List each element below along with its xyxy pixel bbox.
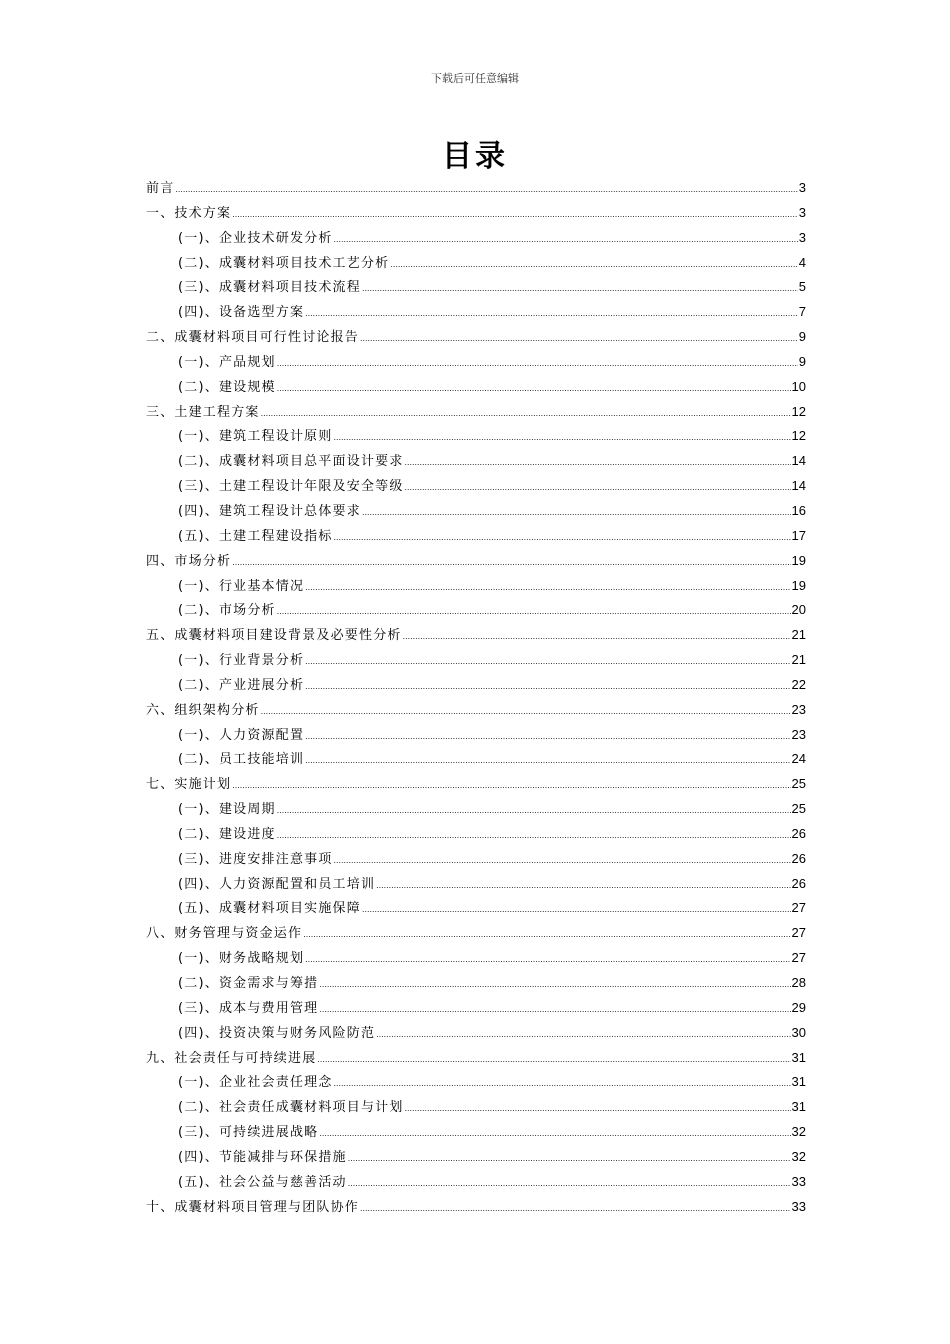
toc-dot-leader xyxy=(405,450,791,475)
toc-entry-title: (三)、成囊材料项目技术流程 xyxy=(178,280,361,296)
toc-entry-title: (一)、行业基本情况 xyxy=(178,578,305,594)
toc-entry[interactable] xyxy=(146,847,806,872)
toc-entry[interactable] xyxy=(146,1120,806,1145)
toc-dot-leader xyxy=(348,1146,791,1171)
toc-entry[interactable] xyxy=(146,1195,806,1220)
toc-entry[interactable] xyxy=(146,598,806,623)
toc-entry[interactable] xyxy=(146,449,806,474)
toc-entry-title: (四)、节能减排与环保措施 xyxy=(178,1149,347,1165)
toc-entry-page-number: 9 xyxy=(798,329,806,345)
toc-entry-title: (五)、成囊材料项目实施保障 xyxy=(178,901,361,917)
toc-dot-leader xyxy=(232,773,790,798)
toc-entry[interactable] xyxy=(146,772,806,797)
toc-entry-title: (四)、设备选型方案 xyxy=(178,305,305,321)
toc-dot-leader xyxy=(277,351,798,376)
toc-entry[interactable] xyxy=(146,251,806,276)
toc-entry-page-number: 21 xyxy=(791,652,806,668)
toc-entry[interactable] xyxy=(146,325,806,350)
toc-entry-title: (三)、进度安排注意事项 xyxy=(178,851,333,867)
toc-entry[interactable] xyxy=(146,499,806,524)
toc-entry[interactable] xyxy=(146,896,806,921)
toc-entry-page-number: 23 xyxy=(791,701,806,717)
toc-dot-leader xyxy=(360,326,798,351)
toc-entry-title: (一)、企业社会责任理念 xyxy=(178,1075,333,1091)
toc-dot-leader xyxy=(376,1022,790,1047)
toc-entry-title: (二)、建设规模 xyxy=(178,379,276,395)
toc-dot-leader xyxy=(303,922,790,947)
toc-entry-title: (五)、社会公益与慈善活动 xyxy=(178,1174,347,1190)
toc-entry-page-number: 27 xyxy=(791,925,806,941)
toc-dot-leader xyxy=(305,947,790,972)
toc-entry[interactable] xyxy=(146,549,806,574)
toc-dot-leader xyxy=(305,724,790,749)
toc-entry-title: 三、土建工程方案 xyxy=(146,404,260,420)
toc-entry[interactable] xyxy=(146,400,806,425)
toc-entry[interactable] xyxy=(146,1021,806,1046)
toc-dot-leader xyxy=(175,177,797,202)
toc-dot-leader xyxy=(348,1171,791,1196)
toc-entry-title: (二)、建设进度 xyxy=(178,826,276,842)
toc-dot-leader xyxy=(277,376,791,401)
toc-entry[interactable] xyxy=(146,673,806,698)
toc-entry-page-number: 7 xyxy=(798,304,806,320)
toc-dot-leader xyxy=(360,1196,791,1221)
toc-entry[interactable] xyxy=(146,747,806,772)
toc-dot-leader xyxy=(390,252,797,277)
toc-entry-page-number: 33 xyxy=(791,1173,806,1189)
toc-dot-leader xyxy=(305,748,790,773)
toc-entry[interactable] xyxy=(146,350,806,375)
toc-entry-page-number: 12 xyxy=(791,428,806,444)
toc-entry-page-number: 9 xyxy=(798,353,806,369)
toc-entry-page-number: 27 xyxy=(791,950,806,966)
toc-entry-title: 五、成囊材料项目建设背景及必要性分析 xyxy=(146,628,402,644)
toc-entry[interactable] xyxy=(146,424,806,449)
toc-entry-title: 六、组织架构分析 xyxy=(146,702,260,718)
toc-entry-page-number: 19 xyxy=(791,552,806,568)
toc-entry-page-number: 30 xyxy=(791,1024,806,1040)
toc-entry-page-number: 12 xyxy=(791,403,806,419)
toc-dot-leader xyxy=(232,550,790,575)
toc-dot-leader xyxy=(261,401,791,426)
toc-entry-page-number: 33 xyxy=(791,1198,806,1214)
toc-dot-leader xyxy=(334,425,791,450)
toc-entry[interactable] xyxy=(146,226,806,251)
toc-entry[interactable] xyxy=(146,971,806,996)
toc-entry-page-number: 14 xyxy=(791,453,806,469)
toc-dot-leader xyxy=(362,500,791,525)
toc-dot-leader xyxy=(277,823,791,848)
toc-entry-title: (二)、产业进展分析 xyxy=(178,677,305,693)
toc-entry-title: (五)、土建工程建设指标 xyxy=(178,528,333,544)
toc-entry[interactable] xyxy=(146,474,806,499)
toc-entry[interactable] xyxy=(146,946,806,971)
toc-dot-leader xyxy=(376,873,790,898)
toc-entry-page-number: 20 xyxy=(791,602,806,618)
toc-dot-leader xyxy=(403,624,791,649)
toc-dot-leader xyxy=(334,525,791,550)
toc-dot-leader xyxy=(362,276,798,301)
toc-entry-title: 前言 xyxy=(146,181,175,196)
toc-dot-leader xyxy=(334,1071,791,1096)
table-of-contents xyxy=(146,176,806,1219)
toc-entry-page-number: 32 xyxy=(791,1148,806,1164)
toc-entry[interactable] xyxy=(146,822,806,847)
toc-entry-page-number: 31 xyxy=(791,1074,806,1090)
toc-dot-leader xyxy=(261,699,791,724)
toc-entry-page-number: 3 xyxy=(798,204,806,220)
toc-entry-title: (四)、人力资源配置和员工培训 xyxy=(178,876,376,892)
toc-dot-leader xyxy=(319,997,790,1022)
toc-entry[interactable] xyxy=(146,300,806,325)
toc-dot-leader xyxy=(334,848,791,873)
toc-dot-leader xyxy=(232,202,798,227)
toc-entry-title: (一)、建筑工程设计原则 xyxy=(178,429,333,445)
toc-entry[interactable] xyxy=(146,1170,806,1195)
toc-entry-page-number: 14 xyxy=(791,478,806,494)
toc-entry-page-number: 17 xyxy=(791,527,806,543)
toc-entry-page-number: 31 xyxy=(791,1099,806,1115)
toc-entry-title: (二)、社会责任成囊材料项目与计划 xyxy=(178,1100,404,1116)
toc-entry[interactable] xyxy=(146,723,806,748)
toc-entry[interactable] xyxy=(146,375,806,400)
toc-entry-page-number: 28 xyxy=(791,975,806,990)
toc-entry-title: (三)、成本与费用管理 xyxy=(178,1000,319,1016)
toc-entry-page-number: 5 xyxy=(798,279,806,295)
toc-entry-page-number: 26 xyxy=(791,825,806,841)
toc-entry-title: (一)、人力资源配置 xyxy=(178,727,305,743)
toc-entry-page-number: 3 xyxy=(798,229,806,245)
toc-dot-leader xyxy=(334,227,798,252)
toc-entry-title: (四)、投资决策与财务风险防范 xyxy=(178,1025,376,1041)
toc-entry[interactable] xyxy=(146,1046,806,1071)
toc-dot-leader xyxy=(319,972,790,997)
toc-entry[interactable] xyxy=(146,921,806,946)
toc-entry-title: (一)、财务战略规划 xyxy=(178,951,305,967)
toc-entry[interactable] xyxy=(146,1095,806,1120)
toc-entry-page-number: 16 xyxy=(791,502,806,518)
toc-entry-title: 七、实施计划 xyxy=(146,777,232,793)
toc-entry-title: 十、成囊材料项目管理与团队协作 xyxy=(146,1199,360,1215)
toc-entry-title: (一)、企业技术研发分析 xyxy=(178,230,333,246)
page-title: 目录 xyxy=(442,139,508,174)
toc-dot-leader xyxy=(405,475,791,500)
toc-entry-page-number: 26 xyxy=(791,875,806,891)
toc-entry[interactable] xyxy=(146,797,806,822)
toc-entry-page-number: 31 xyxy=(791,1049,806,1065)
header-note: 下载后可任意编辑 xyxy=(431,72,519,85)
toc-entry[interactable] xyxy=(146,176,806,201)
toc-dot-leader xyxy=(319,1121,790,1146)
toc-entry-title: (四)、建筑工程设计总体要求 xyxy=(178,503,361,519)
toc-entry-title: 八、财务管理与资金运作 xyxy=(146,926,303,942)
toc-entry-title: (二)、市场分析 xyxy=(178,603,276,619)
toc-entry[interactable] xyxy=(146,698,806,723)
toc-entry[interactable] xyxy=(146,1070,806,1095)
toc-entry-title: 二、成囊材料项目可行性讨论报告 xyxy=(146,330,360,346)
toc-dot-leader xyxy=(305,575,790,600)
toc-entry-page-number: 25 xyxy=(791,776,806,792)
toc-dot-leader xyxy=(305,301,798,326)
toc-entry-title: 九、社会责任与可持续进展 xyxy=(146,1050,317,1066)
toc-entry-page-number: 22 xyxy=(791,676,806,692)
toc-entry-page-number: 19 xyxy=(791,577,806,593)
toc-entry-page-number: 4 xyxy=(798,254,806,270)
toc-dot-leader xyxy=(305,649,790,674)
toc-entry-title: (一)、行业背景分析 xyxy=(178,653,305,669)
toc-entry[interactable] xyxy=(146,1145,806,1170)
toc-entry-page-number: 25 xyxy=(791,801,806,817)
toc-entry-title: (三)、可持续进展战略 xyxy=(178,1125,319,1141)
toc-entry[interactable] xyxy=(146,201,806,226)
toc-entry-page-number: 3 xyxy=(798,180,806,195)
toc-entry-page-number: 23 xyxy=(791,726,806,742)
toc-dot-leader xyxy=(277,798,791,823)
toc-entry[interactable] xyxy=(146,574,806,599)
toc-entry[interactable] xyxy=(146,996,806,1021)
toc-entry-title: (二)、成囊材料项目总平面设计要求 xyxy=(178,454,404,470)
toc-entry-title: (二)、员工技能培训 xyxy=(178,752,305,768)
toc-entry[interactable] xyxy=(146,648,806,673)
toc-dot-leader xyxy=(277,599,791,624)
toc-entry-title: (一)、产品规划 xyxy=(178,354,276,370)
toc-entry-page-number: 24 xyxy=(791,751,806,767)
toc-dot-leader xyxy=(405,1096,791,1121)
toc-entry-title: (三)、土建工程设计年限及安全等级 xyxy=(178,479,404,495)
toc-entry-title: (二)、资金需求与筹措 xyxy=(178,976,319,991)
toc-entry-page-number: 10 xyxy=(791,378,806,394)
toc-entry-page-number: 32 xyxy=(791,1124,806,1140)
toc-dot-leader xyxy=(362,897,791,922)
toc-entry-title: 四、市场分析 xyxy=(146,553,232,569)
toc-entry[interactable] xyxy=(146,623,806,648)
toc-entry-title: (二)、成囊材料项目技术工艺分析 xyxy=(178,255,390,271)
toc-entry-page-number: 29 xyxy=(791,999,806,1015)
toc-entry[interactable] xyxy=(146,275,806,300)
toc-entry[interactable] xyxy=(146,524,806,549)
toc-entry-page-number: 26 xyxy=(791,850,806,866)
toc-dot-leader xyxy=(305,674,790,699)
toc-entry-title: (一)、建设周期 xyxy=(178,802,276,818)
toc-entry-page-number: 21 xyxy=(791,627,806,643)
toc-entry-page-number: 27 xyxy=(791,900,806,916)
toc-entry-title: 一、技术方案 xyxy=(146,205,232,221)
toc-entry[interactable] xyxy=(146,872,806,897)
toc-dot-leader xyxy=(317,1047,790,1072)
